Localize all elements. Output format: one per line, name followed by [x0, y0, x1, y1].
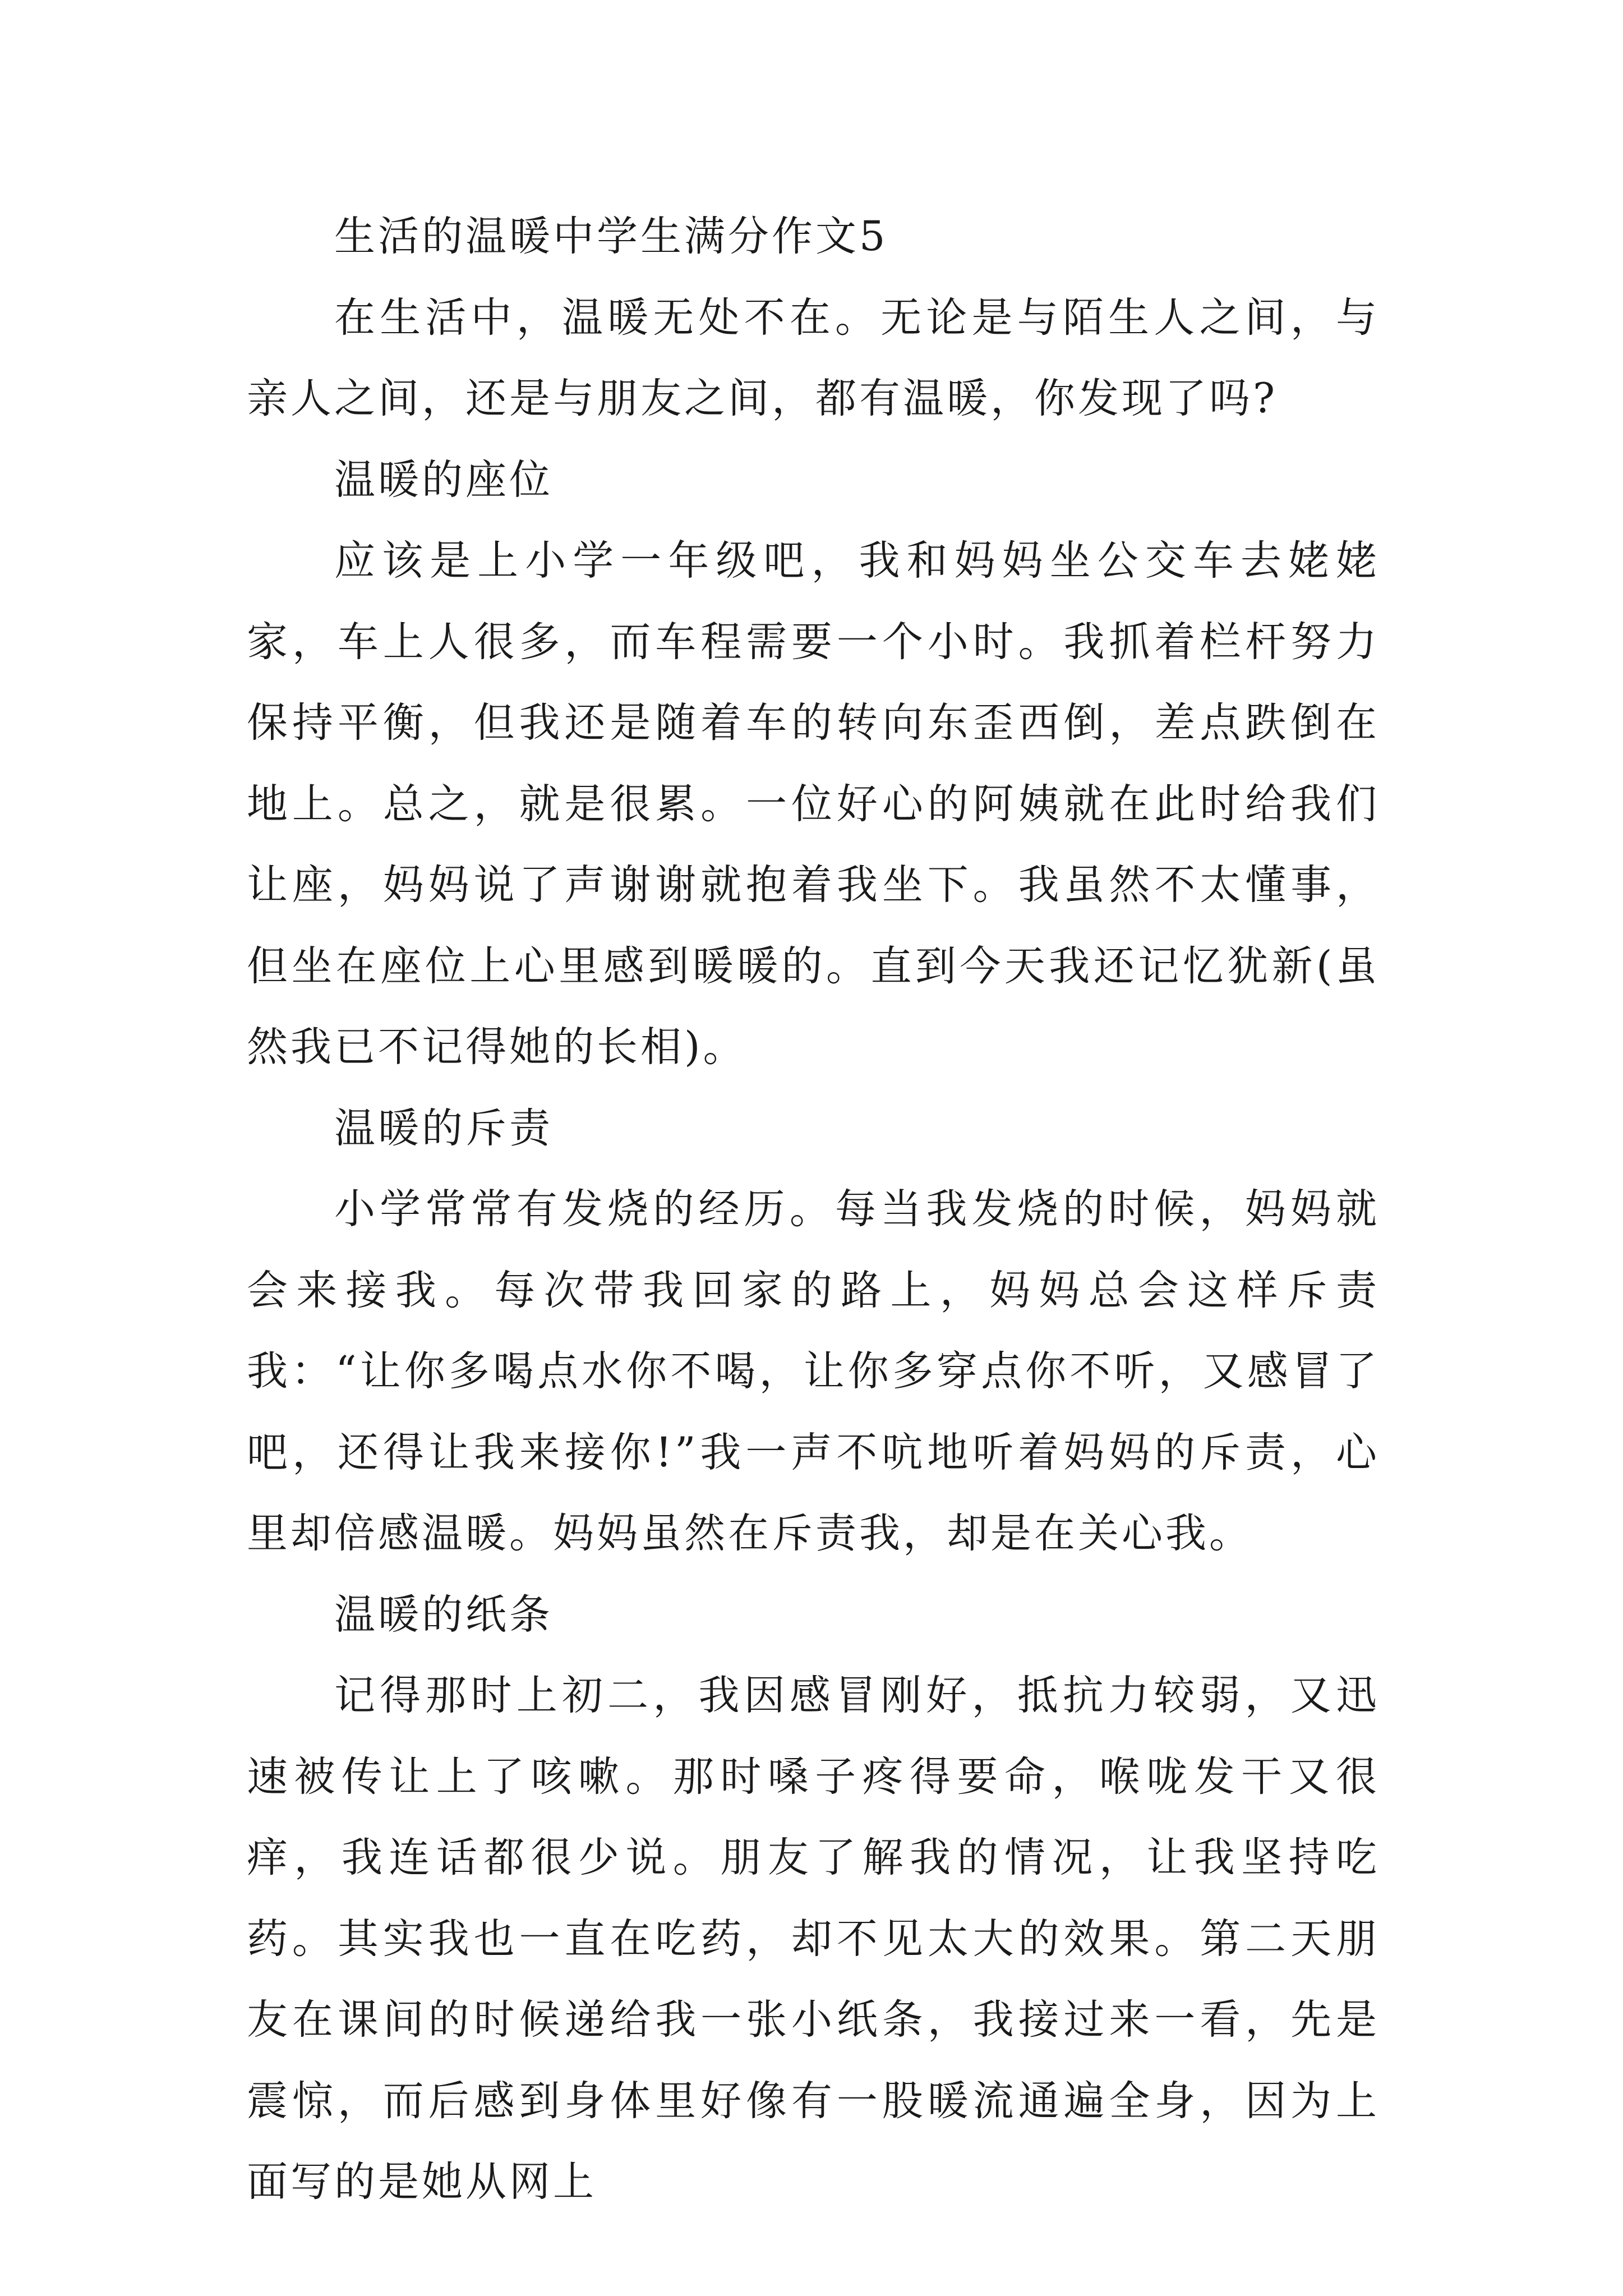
section-heading: 温暖的座位: [334, 455, 553, 504]
section-heading: 温暖的斥责: [334, 1104, 553, 1152]
section-paragraph: 记得那时上初二，我因感冒刚好，抵抗力较弱，又迅速被传让上了咳嗽。那时嗓子疼得要命，喉咙发干又很痒，我连话都很少说。朋友了解我的情况，让我坚持吃药。其实我也一直在吃药，却不见太大的效果。第二天朋友在课间的时候递给我一张小纸条，我接过来一看，先是震惊，而后感到身体里好像有一股暖流通遍全身，因为上面写的是她从网上: [247, 1672, 1380, 2206]
section-paragraph: 应该是上小学一年级吧，我和妈妈坐公交车去姥姥家，车上人很多，而车程需要一个小时。我抓着栏杆努力保持平衡，但我还是随着车的转向东歪西倒，差点跌倒在地上。总之，就是很累。一位好心的阿姨就在此时给我们让座，妈妈说了声谢谢就抱着我坐下。我虽然不太懂事，但坐在座位上心里感到暖暖的。直到今天我还记忆犹新(虽然我已不记得她的长相)。: [247, 537, 1380, 1071]
section-heading: 温暖的纸条: [334, 1590, 553, 1639]
document-title: 生活的温暖中学生满分作文5: [334, 213, 888, 260]
section-paragraph: 小学常常有发烧的经历。每当我发烧的时候，妈妈就会来接我。每次带我回家的路上，妈妈总会这样斥责我：“让你多喝点水你不喝，让你多穿点你不听，又感冒了吧，还得让我来接你!”我一声不吭地听着妈妈的斥责，心里却倍感温暖。妈妈虽然在斥责我，却是在关心我。: [247, 1185, 1380, 1557]
intro-paragraph: 在生活中，温暖无处不在。无论是与陌生人之间，与亲人之间，还是与朋友之间，都有温暖，你发现了吗?: [247, 293, 1380, 422]
document-body: [247, 196, 1380, 2223]
